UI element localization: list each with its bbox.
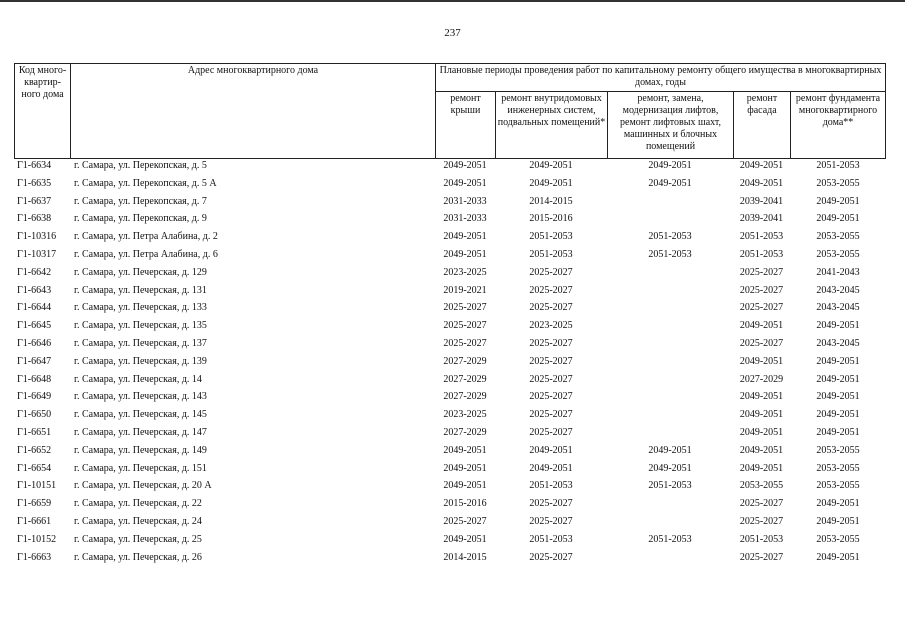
- foundation-period-cell: 2053-2055: [816, 248, 860, 260]
- address-cell: г. Самара, ул. Петра Алабина, д. 6: [74, 248, 218, 260]
- roof-period-cell: 2023-2025: [443, 266, 487, 278]
- lift-period-cell: 2049-2051: [648, 462, 692, 474]
- foundation-period-cell: 2049-2051: [816, 373, 860, 385]
- address-cell: г. Самара, ул. Печерская, д. 137: [74, 337, 207, 349]
- table-row: [14, 318, 886, 336]
- house-code-cell: Г1-6637: [17, 195, 52, 207]
- address-cell: г. Самара, ул. Перекопская, д. 9: [74, 213, 207, 225]
- engineering-period-cell: 2014-2015: [529, 195, 573, 207]
- address-cell: г. Самара, ул. Печерская, д. 147: [74, 426, 207, 438]
- facade-period-cell: 2027-2029: [739, 373, 784, 385]
- house-code-cell: Г1-10151: [17, 480, 57, 492]
- engineering-period-cell: 2049-2051: [529, 177, 573, 189]
- facade-period-cell: 2025-2027: [739, 498, 784, 510]
- engineering-period-cell: 2025-2027: [529, 409, 573, 421]
- address-cell: г. Самара, ул. Петра Алабина, д. 2: [74, 231, 218, 243]
- lift-period-cell: 2049-2051: [648, 177, 692, 189]
- engineering-period-cell: 2051-2053: [529, 480, 573, 492]
- roof-period-cell: 2031-2033: [443, 213, 487, 225]
- engineering-period-cell: 2025-2027: [529, 373, 573, 385]
- facade-period-cell: 2049-2051: [739, 177, 784, 189]
- engineering-period-cell: 2049-2051: [529, 444, 573, 456]
- table-row: [14, 372, 886, 390]
- table-row: [14, 443, 886, 461]
- engineering-period-cell: 2051-2053: [529, 231, 573, 243]
- roof-period-cell: 2049-2051: [443, 231, 487, 243]
- engineering-period-cell: 2025-2027: [529, 426, 573, 438]
- roof-period-cell: 2049-2051: [443, 444, 487, 456]
- address-cell: г. Самара, ул. Печерская, д. 26: [74, 551, 202, 563]
- foundation-period-cell: 2053-2055: [816, 444, 860, 456]
- engineering-period-cell: 2025-2027: [529, 266, 573, 278]
- house-code-cell: Г1-6659: [17, 498, 52, 510]
- foundation-period-cell: 2043-2045: [816, 337, 860, 349]
- house-code-cell: Г1-6652: [17, 444, 52, 456]
- address-cell: г. Самара, ул. Перекопская, д. 7: [74, 195, 207, 207]
- facade-period-cell: 2051-2053: [739, 231, 784, 243]
- facade-period-cell: 2051-2053: [739, 533, 784, 545]
- address-cell: г. Самара, ул. Печерская, д. 151: [74, 462, 207, 474]
- house-code-cell: Г1-6642: [17, 266, 52, 278]
- house-code-cell: Г1-6645: [17, 320, 52, 332]
- address-cell: г. Самара, ул. Перекопская, д. 5 А: [74, 177, 217, 189]
- roof-period-cell: 2049-2051: [443, 248, 487, 260]
- header-address: Адрес многоквартирного дома: [70, 63, 436, 159]
- header-engineering: ремонт внутридомовых инженерных систем, подвальных помещений*: [495, 91, 608, 159]
- header-lift: ремонт, замена, модернизация лифтов, ремонт лифтовых шахт, машинных и блочных помещений: [607, 91, 734, 159]
- facade-period-cell: 2025-2027: [739, 515, 784, 527]
- foundation-period-cell: 2049-2051: [816, 498, 860, 510]
- facade-period-cell: 2049-2051: [739, 355, 784, 367]
- house-code-cell: Г1-6649: [17, 391, 52, 403]
- engineering-period-cell: 2025-2027: [529, 498, 573, 510]
- roof-period-cell: 2025-2027: [443, 302, 487, 314]
- table-row: [14, 211, 886, 229]
- roof-period-cell: 2031-2033: [443, 195, 487, 207]
- table-row: [14, 425, 886, 443]
- house-code-cell: Г1-6663: [17, 551, 52, 563]
- house-code-cell: Г1-6647: [17, 355, 52, 367]
- engineering-period-cell: 2025-2027: [529, 284, 573, 296]
- table-row: [14, 229, 886, 247]
- house-code-cell: Г1-6661: [17, 515, 52, 527]
- address-cell: г. Самара, ул. Печерская, д. 25: [74, 533, 202, 545]
- house-code-cell: Г1-6650: [17, 409, 52, 421]
- foundation-period-cell: 2051-2053: [816, 160, 860, 171]
- engineering-period-cell: 2025-2027: [529, 302, 573, 314]
- table-row: [14, 389, 886, 407]
- address-cell: г. Самара, ул. Печерская, д. 14: [74, 373, 202, 385]
- address-cell: г. Самара, ул. Печерская, д. 145: [74, 409, 207, 421]
- page-number: 237: [444, 27, 461, 39]
- facade-period-cell: 2039-2041: [739, 195, 784, 207]
- facade-period-cell: 2049-2051: [739, 426, 784, 438]
- house-code-cell: Г1-10316: [17, 231, 57, 243]
- table-row: [14, 514, 886, 532]
- house-code-cell: Г1-6634: [17, 160, 52, 171]
- facade-period-cell: 2049-2051: [739, 391, 784, 403]
- address-cell: г. Самара, ул. Печерская, д. 131: [74, 284, 207, 296]
- foundation-period-cell: 2049-2051: [816, 515, 860, 527]
- roof-period-cell: 2027-2029: [443, 391, 487, 403]
- roof-period-cell: 2027-2029: [443, 426, 487, 438]
- table-row: [14, 336, 886, 354]
- table-row: [14, 496, 886, 514]
- house-code-cell: Г1-6635: [17, 177, 52, 189]
- address-cell: г. Самара, ул. Печерская, д. 139: [74, 355, 207, 367]
- engineering-period-cell: 2023-2025: [529, 320, 573, 332]
- foundation-period-cell: 2041-2043: [816, 266, 860, 278]
- roof-period-cell: 2049-2051: [443, 462, 487, 474]
- house-code-cell: Г1-6646: [17, 337, 52, 349]
- address-cell: г. Самара, ул. Перекопская, д. 5: [74, 160, 207, 171]
- house-code-cell: Г1-6638: [17, 213, 52, 225]
- house-code-cell: Г1-6644: [17, 302, 52, 314]
- lift-period-cell: 2051-2053: [648, 480, 692, 492]
- header-facade: ремонт фасада: [733, 91, 791, 159]
- facade-period-cell: 2051-2053: [739, 248, 784, 260]
- facade-period-cell: 2049-2051: [739, 444, 784, 456]
- foundation-period-cell: 2053-2055: [816, 177, 860, 189]
- engineering-period-cell: 2049-2051: [529, 160, 573, 171]
- table-row: [14, 283, 886, 301]
- engineering-period-cell: 2025-2027: [529, 515, 573, 527]
- address-cell: г. Самара, ул. Печерская, д. 143: [74, 391, 207, 403]
- lift-period-cell: 2051-2053: [648, 248, 692, 260]
- table-row: [14, 354, 886, 372]
- engineering-period-cell: 2049-2051: [529, 462, 573, 474]
- roof-period-cell: 2049-2051: [443, 480, 487, 492]
- facade-period-cell: 2025-2027: [739, 337, 784, 349]
- table-row: [14, 194, 886, 212]
- engineering-period-cell: 2025-2027: [529, 551, 573, 563]
- roof-period-cell: 2023-2025: [443, 409, 487, 421]
- facade-period-cell: 2025-2027: [739, 266, 784, 278]
- house-code-cell: Г1-6643: [17, 284, 52, 296]
- address-cell: г. Самара, ул. Печерская, д. 129: [74, 266, 207, 278]
- table-row: [14, 300, 886, 318]
- foundation-period-cell: 2043-2045: [816, 284, 860, 296]
- table-row: [14, 407, 886, 425]
- facade-period-cell: 2049-2051: [739, 320, 784, 332]
- table-body: [14, 158, 886, 567]
- facade-period-cell: 2025-2027: [739, 551, 784, 563]
- roof-period-cell: 2025-2027: [443, 320, 487, 332]
- table-row: [14, 532, 886, 550]
- address-cell: г. Самара, ул. Печерская, д. 22: [74, 498, 202, 510]
- house-code-cell: Г1-6651: [17, 426, 52, 438]
- house-code-cell: Г1-6654: [17, 462, 52, 474]
- table-row: [14, 550, 886, 568]
- facade-period-cell: 2049-2051: [739, 409, 784, 421]
- foundation-period-cell: 2053-2055: [816, 231, 860, 243]
- header-code: Код много-квартир-ного дома: [14, 63, 71, 159]
- table-row: [14, 176, 886, 194]
- foundation-period-cell: 2049-2051: [816, 195, 860, 207]
- roof-period-cell: 2025-2027: [443, 337, 487, 349]
- foundation-period-cell: 2053-2055: [816, 533, 860, 545]
- header-roof: ремонт крыши: [435, 91, 496, 159]
- foundation-period-cell: 2049-2051: [816, 551, 860, 563]
- engineering-period-cell: 2025-2027: [529, 337, 573, 349]
- lift-period-cell: 2051-2053: [648, 533, 692, 545]
- facade-period-cell: 2025-2027: [739, 284, 784, 296]
- roof-period-cell: 2049-2051: [443, 160, 487, 171]
- engineering-period-cell: 2051-2053: [529, 533, 573, 545]
- top-border-line: [0, 0, 905, 2]
- roof-period-cell: 2019-2021: [443, 284, 487, 296]
- foundation-period-cell: 2049-2051: [816, 426, 860, 438]
- facade-period-cell: 2049-2051: [739, 462, 784, 474]
- address-cell: г. Самара, ул. Печерская, д. 149: [74, 444, 207, 456]
- foundation-period-cell: 2049-2051: [816, 320, 860, 332]
- facade-period-cell: 2053-2055: [739, 480, 784, 492]
- roof-period-cell: 2049-2051: [443, 177, 487, 189]
- lift-period-cell: 2049-2051: [648, 160, 692, 171]
- header-planned-periods: Плановые периоды проведения работ по капитальному ремонту общего имущества в многоквартирных домах, годы: [435, 63, 886, 92]
- engineering-period-cell: 2025-2027: [529, 391, 573, 403]
- lift-period-cell: 2049-2051: [648, 444, 692, 456]
- foundation-period-cell: 2049-2051: [816, 391, 860, 403]
- foundation-period-cell: 2049-2051: [816, 355, 860, 367]
- house-code-cell: Г1-6648: [17, 373, 52, 385]
- roof-period-cell: 2049-2051: [443, 533, 487, 545]
- roof-period-cell: 2025-2027: [443, 515, 487, 527]
- engineering-period-cell: 2051-2053: [529, 248, 573, 260]
- header-foundation: ремонт фундамента многоквартирного дома**: [790, 91, 886, 159]
- address-cell: г. Самара, ул. Печерская, д. 20 А: [74, 480, 212, 492]
- table-row: [14, 461, 886, 479]
- table-row: [14, 478, 886, 496]
- facade-period-cell: 2039-2041: [739, 213, 784, 225]
- facade-period-cell: 2025-2027: [739, 302, 784, 314]
- foundation-period-cell: 2053-2055: [816, 462, 860, 474]
- house-code-cell: Г1-10317: [17, 248, 57, 260]
- engineering-period-cell: 2025-2027: [529, 355, 573, 367]
- engineering-period-cell: 2015-2016: [529, 213, 573, 225]
- address-cell: г. Самара, ул. Печерская, д. 133: [74, 302, 207, 314]
- address-cell: г. Самара, ул. Печерская, д. 135: [74, 320, 207, 332]
- foundation-period-cell: 2053-2055: [816, 480, 860, 492]
- roof-period-cell: 2027-2029: [443, 373, 487, 385]
- roof-period-cell: 2027-2029: [443, 355, 487, 367]
- foundation-period-cell: 2043-2045: [816, 302, 860, 314]
- house-code-cell: Г1-10152: [17, 533, 57, 545]
- roof-period-cell: 2015-2016: [443, 498, 487, 510]
- lift-period-cell: 2051-2053: [648, 231, 692, 243]
- foundation-period-cell: 2049-2051: [816, 213, 860, 225]
- roof-period-cell: 2014-2015: [443, 551, 487, 563]
- table-row: [14, 158, 886, 176]
- foundation-period-cell: 2049-2051: [816, 409, 860, 421]
- table-row: [14, 247, 886, 265]
- address-cell: г. Самара, ул. Печерская, д. 24: [74, 515, 202, 527]
- facade-period-cell: 2049-2051: [739, 160, 784, 171]
- table-row: [14, 265, 886, 283]
